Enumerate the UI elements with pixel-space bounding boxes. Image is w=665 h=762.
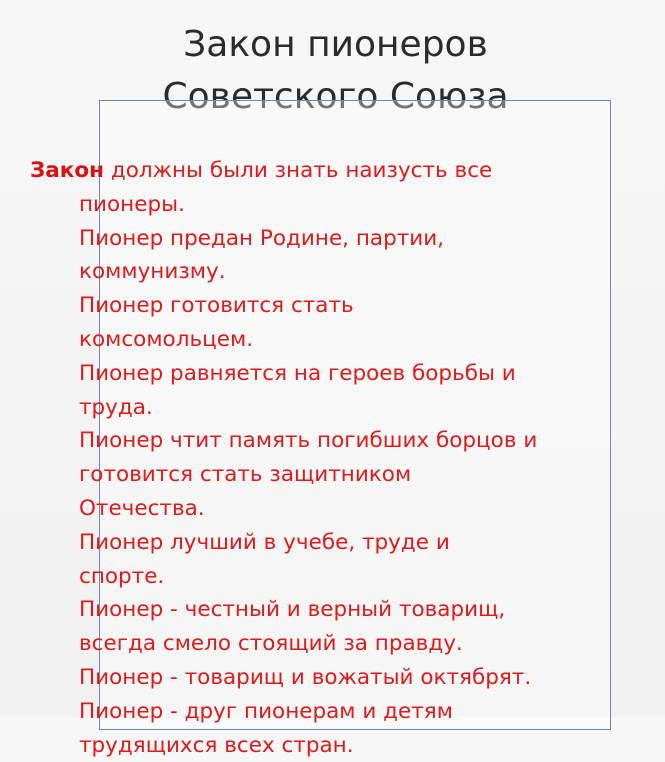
law-line: спорте.: [79, 563, 165, 589]
law-line: готовится стать защитником: [79, 462, 412, 488]
intro-line: [30, 154, 640, 188]
slide-title-line-2: Советского Союза: [162, 76, 509, 117]
law-line: Пионер равняется на героев борьбы и: [79, 360, 516, 386]
law-line: Пионер - честный и верный товарищ,: [79, 597, 506, 623]
law-line: Пионер готовится стать: [79, 293, 354, 319]
law-line: Пионер - друг пионерам и детям: [79, 698, 453, 724]
intro-bold-word: Закон: [30, 158, 105, 183]
law-line: Отечества.: [79, 495, 205, 521]
law-line: всегда смело стоящий за правду.: [79, 631, 463, 657]
law-line: труда.: [79, 394, 153, 420]
law-line: Пионер лучший в учебе, труде и: [79, 529, 450, 555]
law-line: Пионер чтит память погибших борцов и: [79, 428, 538, 454]
law-line: трудящихся всех стран.: [79, 732, 354, 758]
law-line: Пионер - товарищ и вожатый октябрят.: [79, 664, 532, 690]
intro-rest: должны были знать наизусть все: [104, 158, 493, 183]
law-line: коммунизму.: [79, 259, 226, 285]
law-text: [30, 154, 640, 762]
law-line: Пионер предан Родине, партии,: [79, 225, 445, 251]
law-line: пионеры.: [79, 191, 185, 217]
slide-title-line-1: Закон пионеров: [183, 24, 488, 65]
law-line: комсомольцем.: [79, 326, 254, 352]
